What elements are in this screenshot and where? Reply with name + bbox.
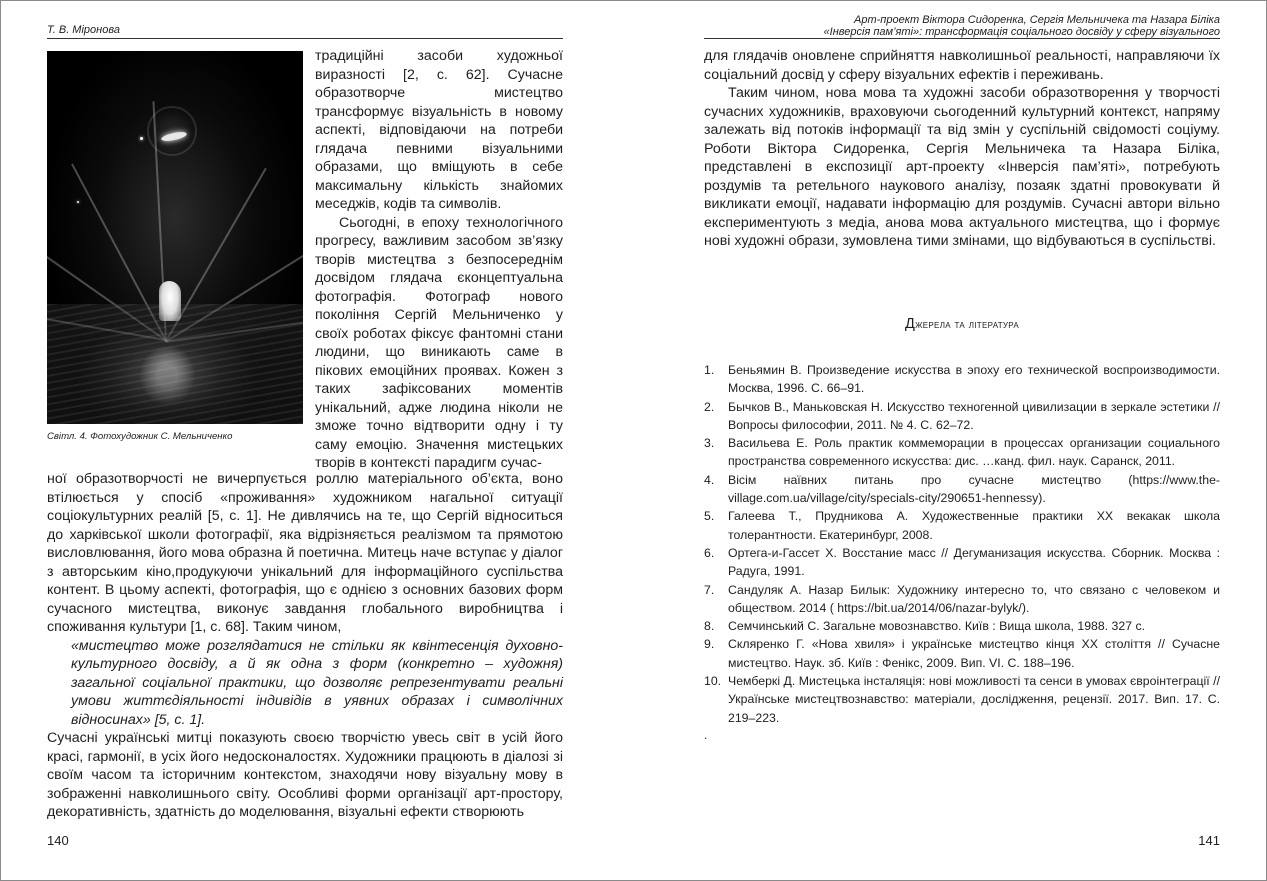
running-head-line: Арт-проект Віктора Сидоренка, Сергія Мельничека та Назара Біліка (854, 14, 1220, 26)
reference-text: Галеева Т., Прудникова А. Художественные практики XX векакак школа толерантности. Екатеринбург, 2008. (728, 509, 1220, 542)
reference-item (704, 507, 1220, 544)
reference-item (704, 635, 1220, 672)
reference-number: 3. (704, 436, 715, 451)
reference-text: Скляренко Г. «Нова хвиля» і українське мистецтво кінця XX століття // Сучасне мистецтво. Наук. зб. Київ : Фенікс, 2009. Вип. VI. С. 188–196. (728, 637, 1220, 670)
right-running-head (704, 14, 1220, 39)
reference-number: 7. (704, 582, 715, 597)
reference-text: Чемберкі Д. Мистецька інсталяція: нові можливості та сенси в умовах євроінтеграції // Українське мистецтвознавство: матеріали, дослідження, рецензії. 2017. Вип. 17. С. 219–223. (728, 674, 1220, 725)
reference-item (704, 398, 1220, 435)
sources-heading-initial: Д (904, 316, 916, 332)
reference-item (704, 544, 1220, 581)
running-head-line: «Інверсія пам’яті»: трансформація соціального досвіду у сферу візуального (823, 26, 1220, 38)
reference-item (704, 581, 1220, 618)
paragraph: Таким чином, нова мова та художні засоби образотворення у творчості сучасних художників, враховуючи сьогоденний культурний контекст, напряму залежать від потоків інформації та від змін у суспільній свідомості соціуму. Роботи Віктора Сидоренка, Сергія Мельничека та Назара Біліка, представлені в експозиції арт-проекту «Інверсія пам’яті», потребують роздумів та ретельного наукового аналізу, позаяк здатні провокувати й викликати емоції, надавати інформацію для роздумів. Сучасні автори вільно експериментують з медіа, анова мова актуального мистецтва, що і формує нові художні образи, зумовлена тими змінами, що відбуваються в суспільстві. (704, 85, 1220, 249)
reference-number: 10. (704, 674, 722, 689)
reference-number: 9. (704, 637, 715, 652)
text-column-beside-photo (315, 47, 563, 473)
reference-item (704, 617, 1220, 635)
paragraph: Сьогодні, в епоху технологічного прогресу, важливим засобом зв’язку творів мистецтва з безпосереднім досвідом глядача єконцептуальна фотографія. Фотограф нового покоління Сергій Мельниченко у своїх роботах фіксує фантомні стани людини, що виникають саме в пікових емоційних проявах. Кожен з таких зафіксованих моментів унікальний, адже людина ніколи не зможе точно відтворити одну і ту саму емоцію. Значення мистецьких творів в контексті парадигм сучас- (315, 214, 563, 471)
page-number: 140 (47, 833, 69, 848)
reference-text: Сандуляк А. Назар Билык: Художнику интересно то, что связано с человеком и обществом. 2014 ( https://bit.ua/2014/06/nazar-bylyk/). (728, 582, 1220, 615)
reference-number: 6. (704, 545, 715, 560)
reference-number: 2. (704, 399, 715, 414)
lower-text-block (47, 470, 563, 822)
reference-text: Васильева Е. Роль практик коммеморации в процессах организации социального пространства современного искусства: дис. …канд. фил. наук. Саранск, 2011. (728, 436, 1220, 469)
reference-item (704, 672, 1220, 727)
paragraph: Сучасні українські митці показують своєю творчістю увесь світ в усій його красі, гармонії, в усіх його недосконалостях. Художники працюють в діалозі зі своїм часом та історичним контекстом, знаходячи нову візуальну мову в зображенні навколишнього світу. Особливі форми організації арт-простору, декоративність, здатність до моделювання, візуальні ефекти створюють (47, 730, 563, 820)
reference-item (704, 361, 1220, 398)
reference-number: 5. (704, 509, 715, 524)
figure-caption: Світл. 4. Фотохудожник С. Мельниченко (47, 431, 233, 442)
photo-figure (47, 51, 303, 424)
reference-item (704, 471, 1220, 508)
reference-text: Беньямин В. Произведение искусства в эпоху его технической воспроизводимости. Москва, 1996. С. 66–91. (728, 363, 1220, 396)
right-body-text (704, 47, 1220, 251)
left-running-head: Т. В. Міронова (47, 24, 563, 39)
paragraph: ної образотворчості не вичерпується роллю матеріального об’єкта, воно втілюється у спосіб «проживання» художником нагальної ситуації соціокультурних реалій [5, с. 1]. Не дивлячись на те, що Сергій відноситься до харківської школи фотографії, яка відрізняється реалізмом та прямотою висловлювання, його мова образна й поетична. Митець наче вступає у діалог з авторським кіно,продукуючи унікальний для інформаційного суспільства контент. В цьому аспекті, фотографія, що є однією з основних базових форм сучасного мистецтва, виконує завдання глобального виробництва і споживання культури [1, с. 68]. Таким чином, (47, 471, 563, 635)
reference-item (704, 434, 1220, 471)
paragraph: традиційні засоби художньої виразності [2, с. 62]. Сучасне образотворче мистецтво трансформує візуальність в новому аспекті, відповідаючи на потреби глядача певними візуальними образами, що вміщують в себе максимальну кількість знайомих меседжів, кодів та символів. (315, 48, 563, 212)
reference-text: Бычков В., Маньковская Н. Искусство техногенной цивилизации в зеркале эстетики // Вопросы философии, 2011. № 4. С. 62–72. (728, 399, 1220, 432)
paragraph: для глядачів оновлене сприйняття навколишньої реальності, направляючи їх соціальний досвід у сферу візуальних ефектів і переживань. (704, 48, 1220, 83)
page-number: 141 (1198, 833, 1220, 848)
reference-text: Ортега-и-Гассет Х. Восстание масс // Дегуманизация искусства. Сборник. Москва : Радуга, 1991. (728, 545, 1220, 579)
references-list (704, 361, 1220, 727)
sources-heading-rest: жерела та література (915, 317, 1020, 331)
sources-heading (704, 316, 1220, 332)
reference-number: 8. (704, 619, 715, 634)
trailing-mark: . (704, 728, 708, 742)
block-quote: «мистецтво може розглядатися не стільки як квінтесенція духовно-культурного досвіду, а й як одна з форм (конкретно – художня) загальної соціальної практики, що дозволяє репрезентувати реальні умови життєдіяльності індивідів в уявних образах і символічних відносинах» [5, с. 1]. (71, 637, 563, 728)
reference-number: 4. (704, 472, 715, 487)
reference-number: 1. (704, 363, 715, 377)
right-page (704, 0, 1220, 881)
left-page (47, 0, 563, 881)
reference-text: Семчинський С. Загальне мовознавство. Київ : Вища школа, 1988. 327 с. (728, 619, 1146, 634)
reference-text: Вісім наївних питань про сучасне мистецтво (https://www.the-village.com.ua/village/city/specials-city/290651-hennessy). (728, 472, 1220, 506)
